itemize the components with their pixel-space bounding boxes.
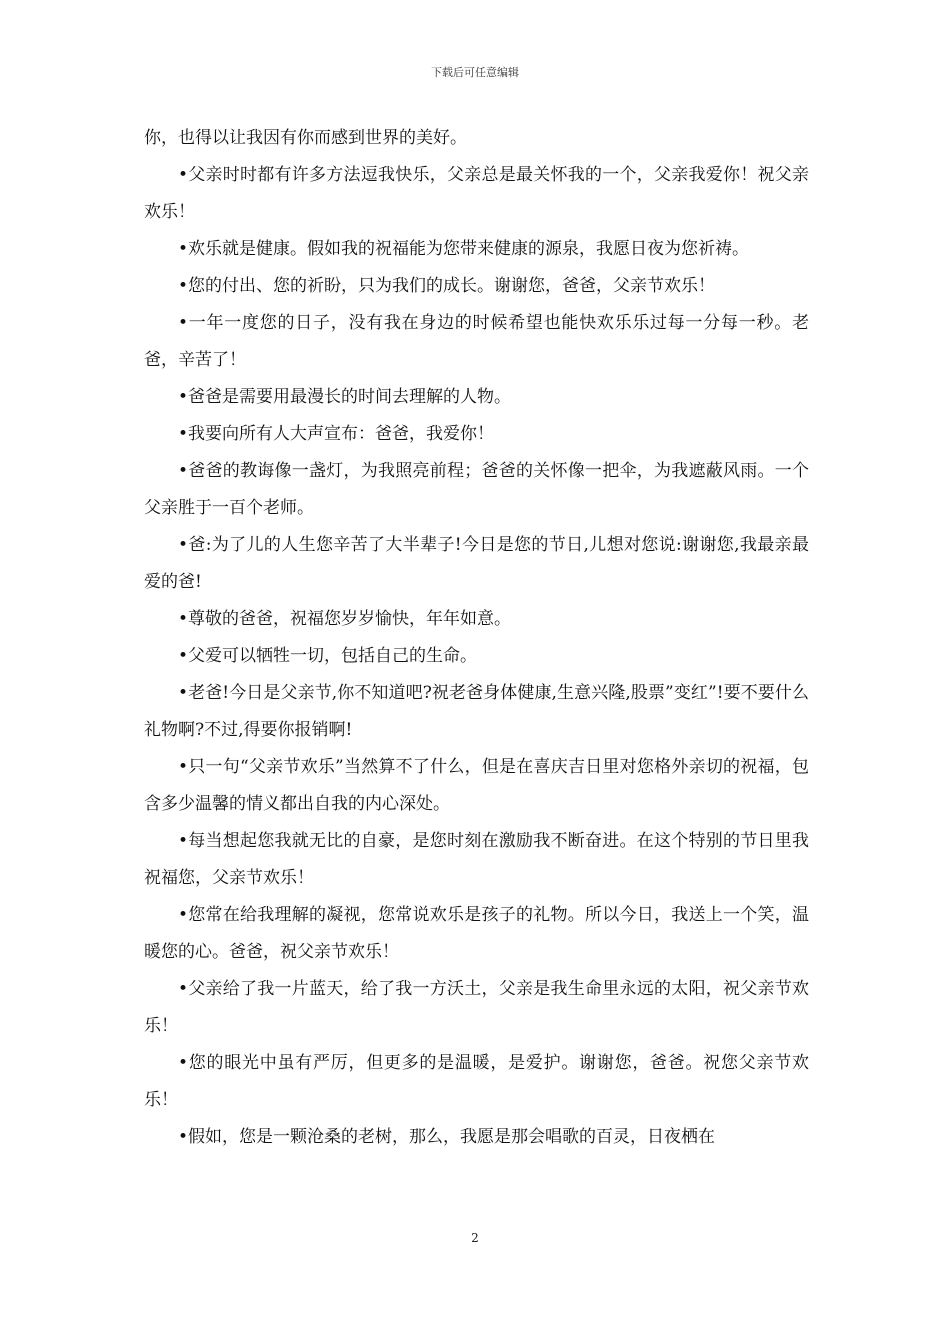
paragraph: •父爱可以牺牲一切，包括自己的生命。 [178,646,478,666]
paragraph: •您的眼光中虽有严厉，但更多的是温暖，是爱护。谢谢您，爸爸。祝您父亲节欢乐！ [144,1053,809,1110]
paragraph: •老爸!今日是父亲节,你不知道吧?祝老爸身体健康,生意兴隆,股票”变红”!要不要什么礼物啊?不过,得要你报销啊! [144,683,809,740]
page-number: 2 [471,1231,479,1245]
paragraph: •我要向所有人大声宣布：爸爸，我爱你！ [178,424,495,444]
paragraph: •父亲给了我一片蓝天，给了我一方沃土，父亲是我生命里永远的太阳，祝父亲节欢乐！ [144,979,809,1036]
document-body [144,120,809,1156]
paragraph: •尊敬的爸爸，祝福您岁岁愉快，年年如意。 [178,609,512,629]
paragraph: •欢乐就是健康。假如我的祝福能为您带来健康的源泉，我愿日夜为您祈祷。 [178,239,750,259]
paragraph: •每当想起您我就无比的自豪，是您时刻在激励我不断奋进。在这个特别的节日里我祝福您，父亲节欢乐！ [144,831,809,888]
paragraph: •假如，您是一颗沧桑的老树，那么，我愿是那会唱歌的百灵，日夜栖在 [178,1127,716,1147]
paragraph: •您常在给我理解的凝视，您常说欢乐是孩子的礼物。所以今日，我送上一个笑，温暖您的心。爸爸，祝父亲节欢乐！ [144,905,809,962]
paragraph: •爸:为了儿的人生您辛苦了大半辈子!今日是您的节日,儿想对您说:谢谢您,我最亲最爱的爸! [144,535,809,592]
page-header: 下载后可任意编辑 [431,66,519,79]
paragraph: 你，也得以让我因有你而感到世界的美好。 [144,128,467,148]
paragraph: •只一句“父亲节欢乐”当然算不了什么，但是在喜庆吉日里对您格外亲切的祝福，包含多少温馨的情义都出自我的内心深处。 [144,757,809,814]
paragraph: •爸爸是需要用最漫长的时间去理解的人物。 [178,387,512,407]
paragraph: •您的付出、您的祈盼，只为我们的成长。谢谢您，爸爸，父亲节欢乐！ [178,276,716,296]
paragraph: •爸爸的教诲像一盏灯，为我照亮前程；爸爸的关怀像一把伞，为我遮蔽风雨。一个父亲胜于一百个老师。 [144,461,809,518]
paragraph: •父亲时时都有许多方法逗我快乐，父亲总是最关怀我的一个，父亲我爱你！祝父亲欢乐！ [144,165,809,222]
paragraph: •一年一度您的日子，没有我在身边的时候希望也能快欢乐乐过每一分每一秒。老爸，辛苦了！ [144,313,809,370]
